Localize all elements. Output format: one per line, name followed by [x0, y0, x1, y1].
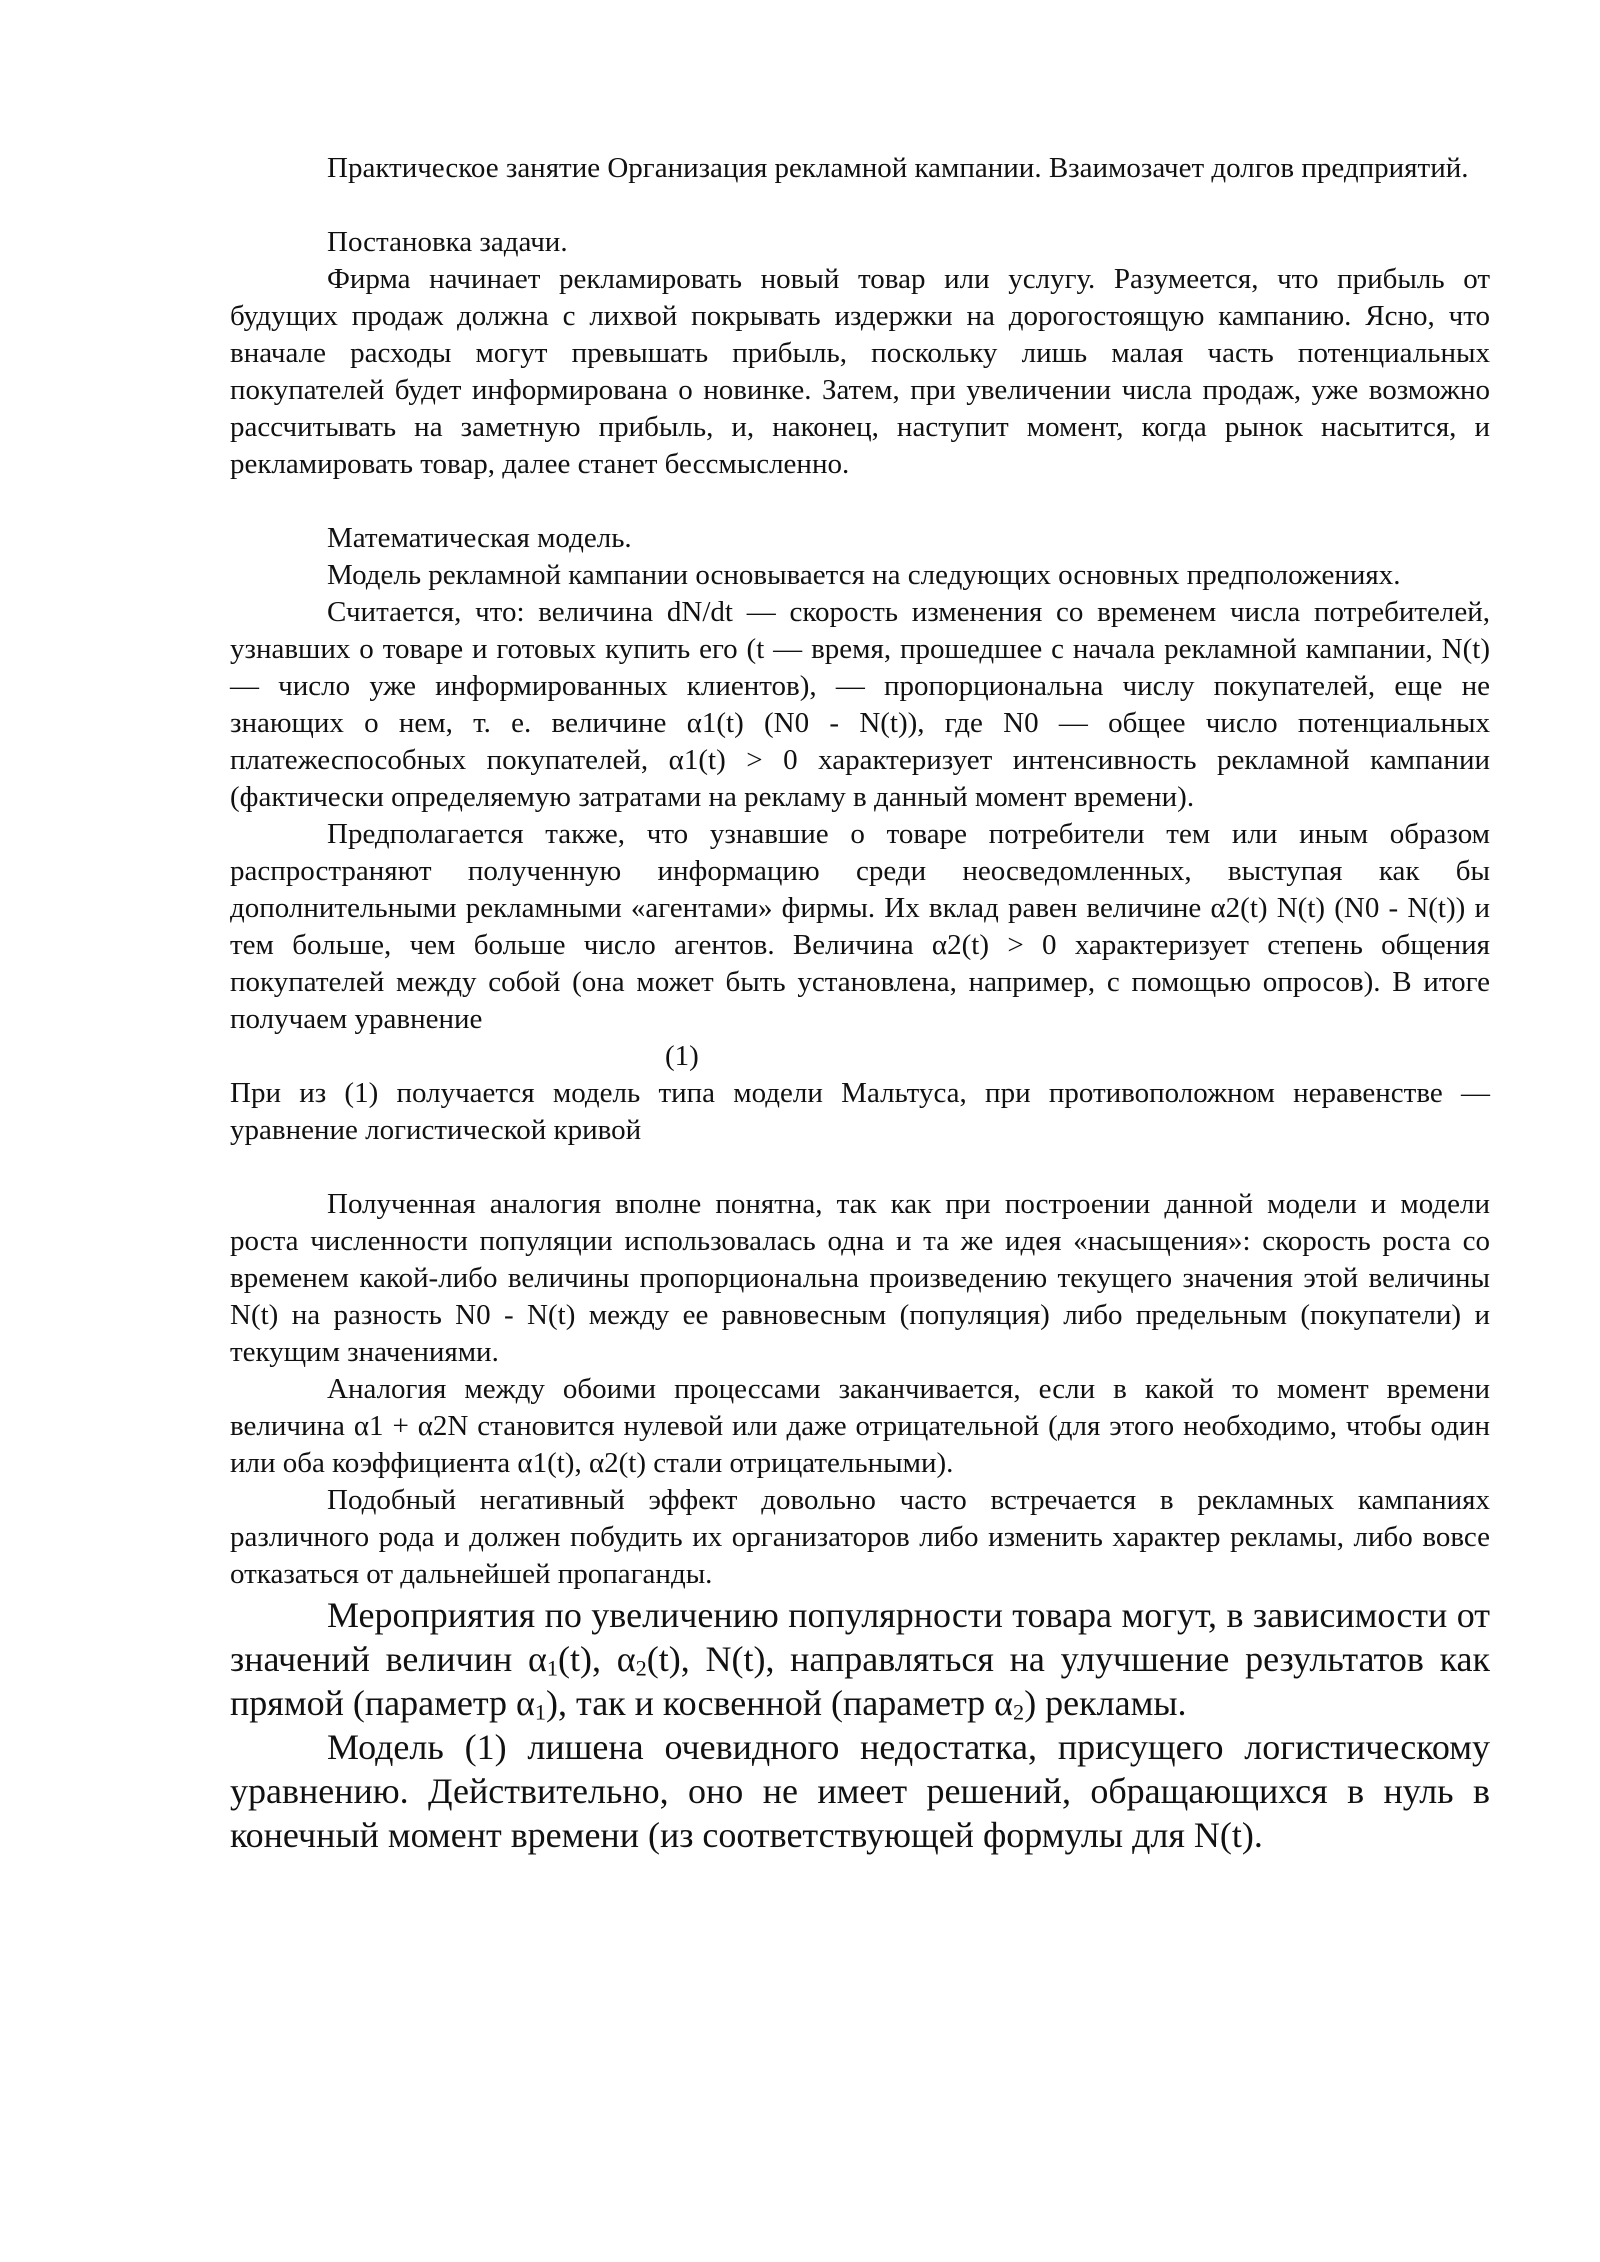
paragraph-measures: [230, 1593, 1490, 1725]
subscript: 2: [635, 1655, 647, 1681]
paragraph-agents: Предполагается также, что узнавшие о товаре потребители тем или иным образом распространяют полученную информацию среди неосведомленных, выступая как бы дополнительными рекламными «агентами» фирмы. Их вклад равен величине α2(t) N(t) (N0 - N(t)) и тем больше, чем больше число агентов. Величина α2(t) > 0 характеризует степень общения покупателей между собой (она может быть установлена, например, с помощью опросов). В итоге получаем уравнение: [230, 818, 1490, 1035]
measures-text: Мероприятия по увеличению популярности товара могут, в зависимости от значений величин α: [230, 1595, 1490, 1679]
subscript: 2: [1013, 1699, 1025, 1725]
measures-text: (t), N(t), направляться на улучшение результатов как прямой (параметр α: [230, 1639, 1490, 1723]
paragraph-assumptions: Модель рекламной кампании основывается на следующих основных предположениях.: [327, 559, 1401, 591]
document-title: Практическое занятие Организация рекламной кампании. Взаимозачет долгов предприятий.: [327, 152, 1469, 184]
equation-number: (1): [665, 1040, 699, 1072]
paragraph-problem: Фирма начинает рекламировать новый товар или услугу. Разумеется, что прибыль от будущих продаж должна с лихвой покрывать издержки на дорогостоящую кампанию. Ясно, что вначале расходы могут превышать прибыль, поскольку лишь малая часть потенциальных покупателей будет информирована о новинке. Затем, при увеличении числа продаж, уже возможно рассчитывать на заметную прибыль, и, наконец, наступит момент, когда рынок насытится, и рекламировать товар, далее станет бессмысленно.: [230, 263, 1490, 480]
paragraph-analogy: Полученная аналогия вполне понятна, так как при построении данной модели и модели роста численности популяции использовалась одна и та же идея «насыщения»: скорость роста со временем какой-либо величины пропорциональна произведению текущего значения этой величины N(t) на разность N0 - N(t) между ее равновесным (популяция) либо предельным (покупатели) и текущим значениями.: [230, 1188, 1490, 1368]
measures-text: (t), α: [558, 1639, 636, 1679]
paragraph-model-advantage: Модель (1) лишена очевидного недостатка, присущего логистическому уравнению. Действительно, оно не имеет решений, обращающихся в нуль в конечный момент времени (из соответствующей формулы для N(t).: [230, 1727, 1490, 1855]
measures-text: ), так и косвенной (параметр α: [546, 1683, 1014, 1723]
section-heading-model: Математическая модель.: [327, 522, 632, 554]
subscript: 1: [546, 1655, 559, 1681]
paragraph-malthus: При из (1) получается модель типа модели Мальтуса, при противоположном неравенстве — уравнение логистической кривой: [230, 1077, 1490, 1146]
subscript: 1: [534, 1699, 547, 1725]
paragraph-analogy-end: Аналогия между обоими процессами заканчивается, если в какой то момент времени величина α1 + α2N становится нулевой или даже отрицательной (для этого необходимо, чтобы один или оба коэффициента α1(t), α2(t) стали отрицательными).: [230, 1373, 1490, 1479]
spacer: [230, 1149, 1490, 1186]
spacer: [230, 483, 1490, 520]
section-heading-problem: Постановка задачи.: [327, 226, 568, 258]
document-page: [230, 150, 1490, 1857]
measures-text: ) рекламы.: [1024, 1683, 1187, 1723]
spacer: [230, 187, 1490, 224]
paragraph-rate: Считается, что: величина dN/dt — скорость изменения со временем числа потребителей, узнавших о товаре и готовых купить его (t — время, прошедшее с начала рекламной кампании, N(t) — число уже информированных клиентов), — пропорциональна числу покупателей, еще не знающих о нем, т. е. величине α1(t) (N0 - N(t)), где N0 — общее число потенциальных платежеспособных покупателей, α1(t) > 0 характеризует интенсивность рекламной кампании (фактически определяемую затратами на рекламу в данный момент времени).: [230, 596, 1490, 813]
paragraph-negative-effect: Подобный негативный эффект довольно часто встречается в рекламных кампаниях различного рода и должен побудить их организаторов либо изменить характер рекламы, либо вовсе отказаться от дальнейшей пропаганды.: [230, 1484, 1490, 1590]
